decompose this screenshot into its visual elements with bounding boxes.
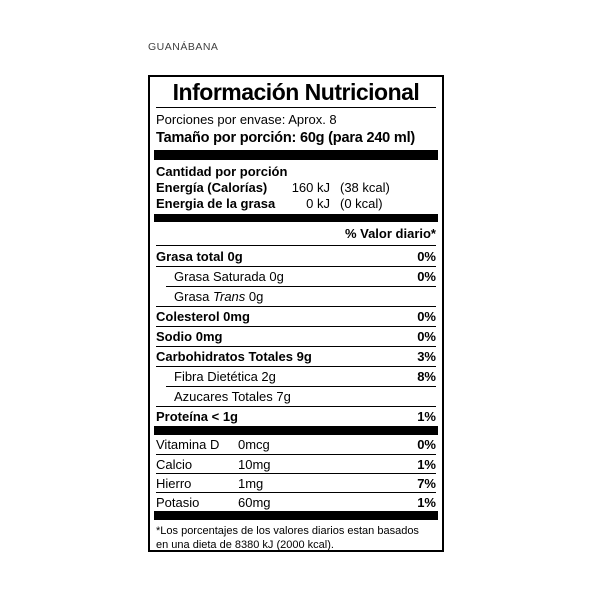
micronutrient-daily-value: 1% xyxy=(417,494,436,510)
nutrient-label: Proteína < 1g xyxy=(156,409,238,424)
nutrient-row xyxy=(156,266,436,286)
energy-kj-value: 0 kJ xyxy=(306,196,330,211)
product-name: GUANÁBANA xyxy=(148,41,219,53)
micronutrient-daily-value: 7% xyxy=(417,475,436,491)
daily-value-footnote: *Los porcentajes de los valores diarios estan basados en una dieta de 8380 kJ (2000 kcal). xyxy=(156,525,419,551)
thick-divider xyxy=(154,150,438,160)
energy-row xyxy=(156,196,436,212)
nutrient-row xyxy=(156,306,436,326)
micronutrient-daily-value: 1% xyxy=(417,456,436,472)
thick-divider xyxy=(154,426,438,435)
micronutrient-amount: 1mg xyxy=(238,475,264,491)
micronutrient-row xyxy=(156,473,436,492)
nutrient-label xyxy=(156,290,263,303)
nutrient-label-part: 0g xyxy=(245,288,264,304)
micronutrient-amount: 10mg xyxy=(238,456,271,472)
serving-size: Tamaño por porción: 60g (para 240 ml) xyxy=(156,130,416,146)
nutrient-label: Grasa Saturada 0g xyxy=(174,269,284,284)
nutrient-label: Azucares Totales 7g xyxy=(174,388,291,404)
nutrient-label: Fibra Dietética 2g xyxy=(174,369,276,384)
nutrient-row xyxy=(156,326,436,346)
nutrient-label: Grasa total 0g xyxy=(156,248,243,264)
nutrient-label-italic: Trans xyxy=(213,288,246,304)
micronutrient-label: Hierro xyxy=(156,475,192,491)
nutrient-label: Sodio 0mg xyxy=(156,329,223,344)
energy-kcal-value: (0 kcal) xyxy=(340,196,383,211)
energy-kcal-value: (38 kcal) xyxy=(340,180,390,195)
nutrient-row xyxy=(156,406,436,426)
nutrient-row xyxy=(156,386,436,406)
micronutrient-row xyxy=(156,435,436,454)
nutrient-label: Carbohidratos Totales 9g xyxy=(156,349,312,364)
thick-divider xyxy=(154,511,438,520)
micronutrient-amount: 0mcg xyxy=(238,437,270,452)
amount-per-serving-label: Cantidad por porción xyxy=(156,164,288,179)
energy-row xyxy=(156,180,436,196)
servings-per-container: Porciones por envase: Aprox. 8 xyxy=(156,112,337,127)
micronutrient-row xyxy=(156,454,436,473)
nutrition-facts-panel xyxy=(148,75,444,552)
nutrient-row xyxy=(156,286,436,306)
nutrient-row xyxy=(156,346,436,366)
nutrient-daily-value: 0% xyxy=(417,309,436,324)
micronutrient-label: Vitamina D xyxy=(156,437,220,452)
nutrient-daily-value: 0% xyxy=(417,248,436,264)
nutrient-daily-value: 1% xyxy=(417,409,436,424)
nutrient-daily-value: 0% xyxy=(417,269,436,284)
micronutrient-row xyxy=(156,492,436,511)
thick-divider xyxy=(154,214,438,222)
panel-title: Información Nutricional xyxy=(156,77,436,108)
energy-label: Energia de la grasa xyxy=(156,196,276,211)
nutrient-daily-value: 8% xyxy=(417,369,436,384)
micronutrient-amount: 60mg xyxy=(238,494,271,510)
nutrient-row xyxy=(156,246,436,266)
micronutrient-label: Calcio xyxy=(156,456,193,472)
nutrient-label-part: Grasa xyxy=(174,288,214,304)
daily-value-header: % Valor diario* xyxy=(156,222,436,246)
energy-label: Energía (Calorías) xyxy=(156,180,268,195)
nutrient-label: Colesterol 0mg xyxy=(156,309,250,324)
energy-kj-value: 160 kJ xyxy=(291,180,330,195)
micronutrient-daily-value: 0% xyxy=(417,437,436,452)
nutrient-row xyxy=(156,366,436,386)
micronutrient-label: Potasio xyxy=(156,494,200,510)
nutrient-daily-value: 3% xyxy=(417,349,436,364)
nutrient-daily-value: 0% xyxy=(417,329,436,344)
